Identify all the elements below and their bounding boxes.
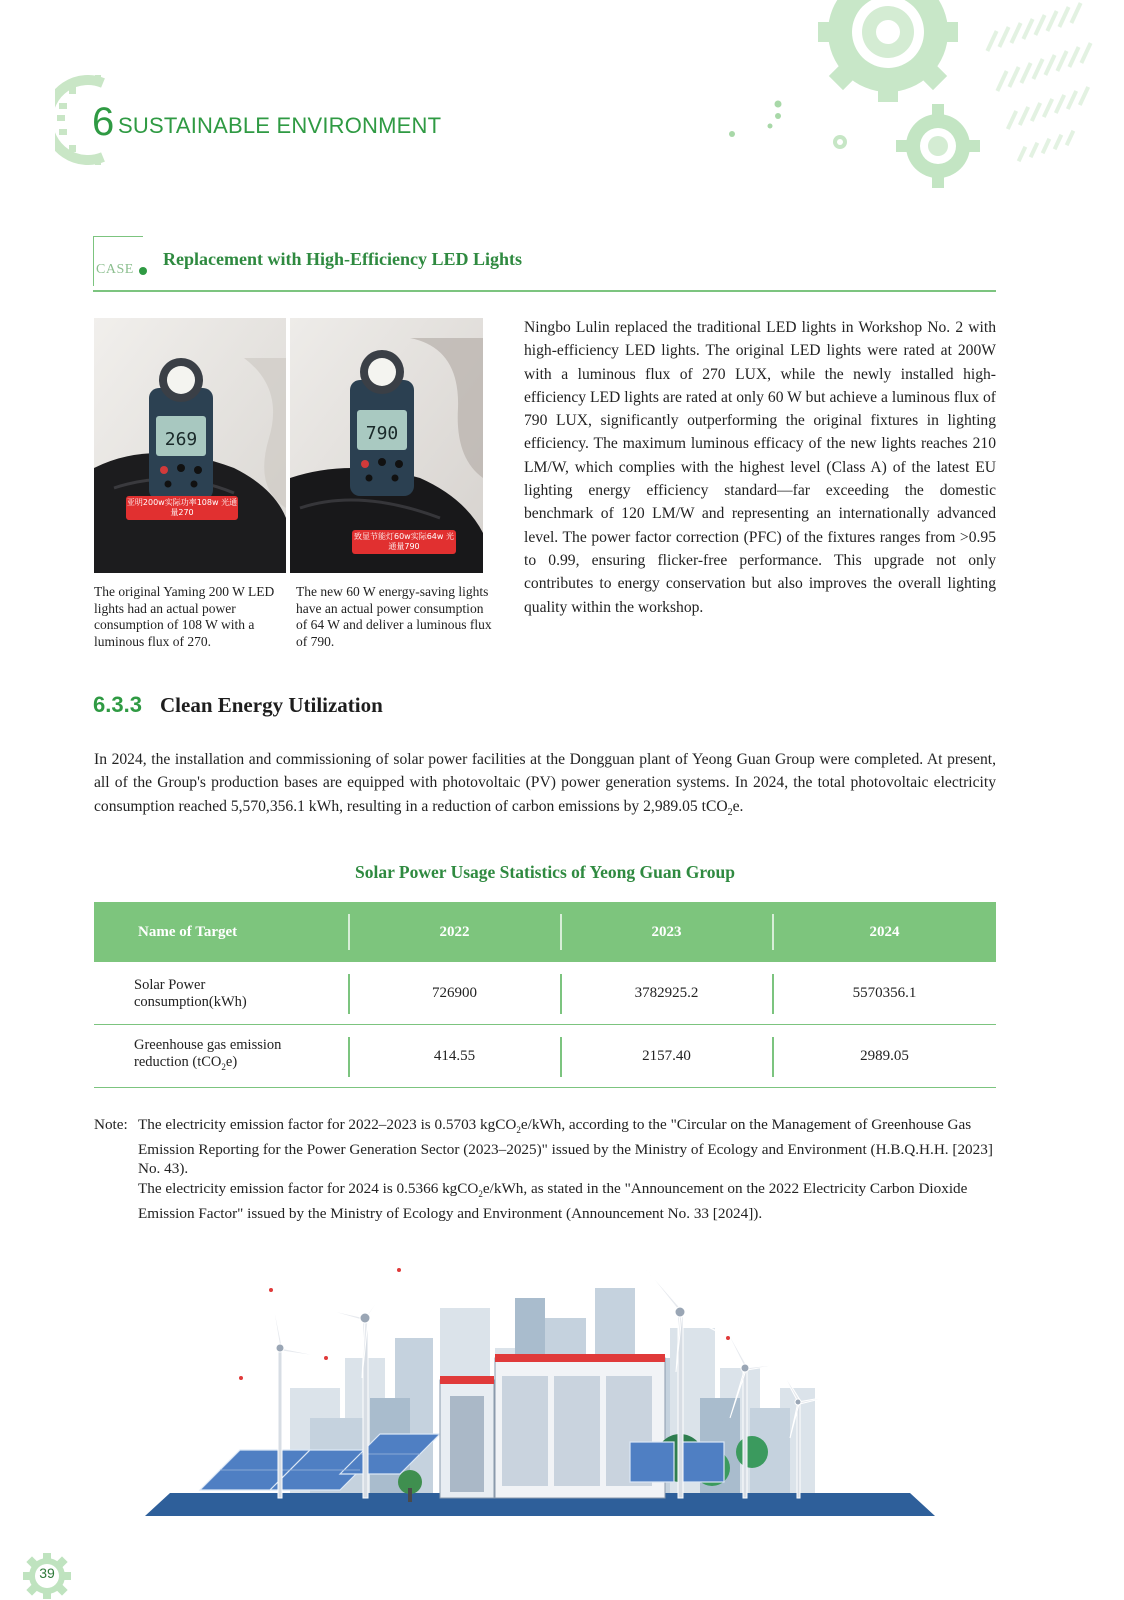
gear-icon — [55, 75, 125, 165]
table-header-2023: 2023 — [651, 923, 682, 940]
table-row — [94, 962, 996, 1025]
section-paragraph-text: In 2024, the installation and commissioning of solar power facilities at the Dongguan plant of Yeong Guan Group were completed. At present, all of the Group's production bases are equipped with photovoltaic (PV) power generation systems. In 2024, the total photovoltaic electricity consumption reached 5,570,356.1 kWh, resulting in a reduction of carbon emissions by 2,989.05 tCO — [94, 751, 996, 815]
row-label-line2: consumption(kWh) — [134, 993, 247, 1010]
row-label-end: e) — [225, 1054, 238, 1071]
note-text: The electricity emission factor for 2022–2023 is 0.5703 kgCO — [138, 1116, 517, 1133]
section-number: 6.3.3 — [93, 692, 142, 717]
case-paragraph: Ningbo Lulin replaced the traditional LED lights in Workshop No. 2 with high-efficiency LED lights. The original LED lights were rated at 200W with a luminous flux of 270 LUX, while the newly installed high-efficiency LED lights are rated at only 60 W but achieve a luminous flux of 790 LUX, significantly outperforming the original fixtures in lighting efficiency. The maximum luminous efficacy of the new lights reaches 210 LM/W, which complies with the highest level (Class A) of the latest EU lighting energy efficiency standard—far exceeding the domestic benchmark of 120 LM/W and representing an internationally advanced level. The power factor correction (PFC) of the fixtures ranges from >0.95 to 0.99, ensuring flicker-free performance. This upgrade not only contributes to energy conservation but also improves the overall lighting quality within the workshop. — [524, 319, 996, 616]
case-label: CASE — [96, 262, 134, 277]
table-header-2022: 2022 — [439, 923, 470, 940]
note-text: The electricity emission factor for 2024 is 0.5366 kgCO — [138, 1179, 479, 1197]
photo-original-led-meter — [94, 318, 286, 573]
case-divider — [93, 290, 996, 292]
table-header-2024: 2024 — [869, 923, 900, 940]
table-title: Solar Power Usage Statistics of Yeong Guan Group — [355, 862, 735, 882]
subscript: 2 — [727, 806, 733, 818]
section-paragraph-end: e. — [732, 797, 744, 815]
row-label — [94, 1025, 348, 1088]
table-note — [94, 1115, 998, 1223]
chapter-number: 6 — [92, 100, 115, 144]
subscript: 2 — [516, 1125, 521, 1136]
row-label — [94, 962, 348, 1025]
case-title: Replacement with High-Efficiency LED Lights — [163, 249, 522, 269]
cell-2024: 2989.05 — [860, 1048, 909, 1064]
row-label-line2: reduction (tCO — [134, 1054, 222, 1071]
subscript: 2 — [221, 1061, 226, 1072]
caption-original-led: The original Yaming 200 W LED lights had an actual power consumption of 108 W with a luminous flux of 270. — [94, 584, 275, 649]
note-label: Note: — [94, 1116, 128, 1133]
cell-2022: 726900 — [432, 985, 477, 1001]
meter-reading-left: 269 — [164, 429, 198, 450]
solar-usage-table — [94, 902, 996, 1088]
note-line-1 — [138, 1115, 998, 1179]
note-text: e/kWh, as stated in the "Announcement on the 2022 Electricity Carbon Dioxide Emission Factor" issued by the Ministry of Ecology and Environment (Announcement No. 33 [2024]). — [138, 1179, 968, 1222]
row-label-line1: Solar Power — [134, 976, 206, 993]
photo-tag-left: 亚明200w实际功率108w 光通量270 — [126, 498, 238, 517]
chapter-title: SUSTAINABLE ENVIRONMENT — [118, 113, 442, 138]
case-dot — [139, 267, 147, 275]
table-header-target: Name of Target — [138, 923, 238, 940]
row-label-line1: Greenhouse gas emission — [134, 1037, 282, 1054]
table-row — [94, 1025, 996, 1088]
cell-2024: 5570356.1 — [852, 985, 917, 1001]
renewable-energy-illustration — [140, 1268, 940, 1520]
cell-2023: 3782925.2 — [634, 985, 699, 1001]
subscript: 2 — [478, 1188, 483, 1199]
table-header-row — [94, 902, 996, 962]
section-title: Clean Energy Utilization — [160, 693, 383, 717]
case-frame — [93, 236, 143, 286]
cell-2022: 414.55 — [433, 1048, 476, 1064]
photo-new-led-meter — [290, 318, 483, 573]
caption-new-led: The new 60 W energy-saving lights have an actual power consumption of 64 W and deliver a luminous flux of 790. — [296, 584, 492, 649]
decorative-gears-icon — [720, 0, 1124, 200]
meter-reading-right: 790 — [365, 423, 399, 444]
photo-tag-right: 致显节能灯60w实际64w 光通量790 — [354, 532, 454, 551]
page-number: 39 — [39, 1565, 55, 1581]
note-text: e/kWh, according to the "Circular on the Management of Greenhouse Gas Emission Reporting for the Power Generation Sector (2023–2025)" issued by the Ministry of Ecology and Environment (H.B.Q.H.H. [2023] No. 43). — [138, 1116, 993, 1178]
note-line-2 — [138, 1179, 998, 1223]
section-paragraph — [94, 748, 996, 824]
cell-2023: 2157.40 — [642, 1048, 691, 1064]
